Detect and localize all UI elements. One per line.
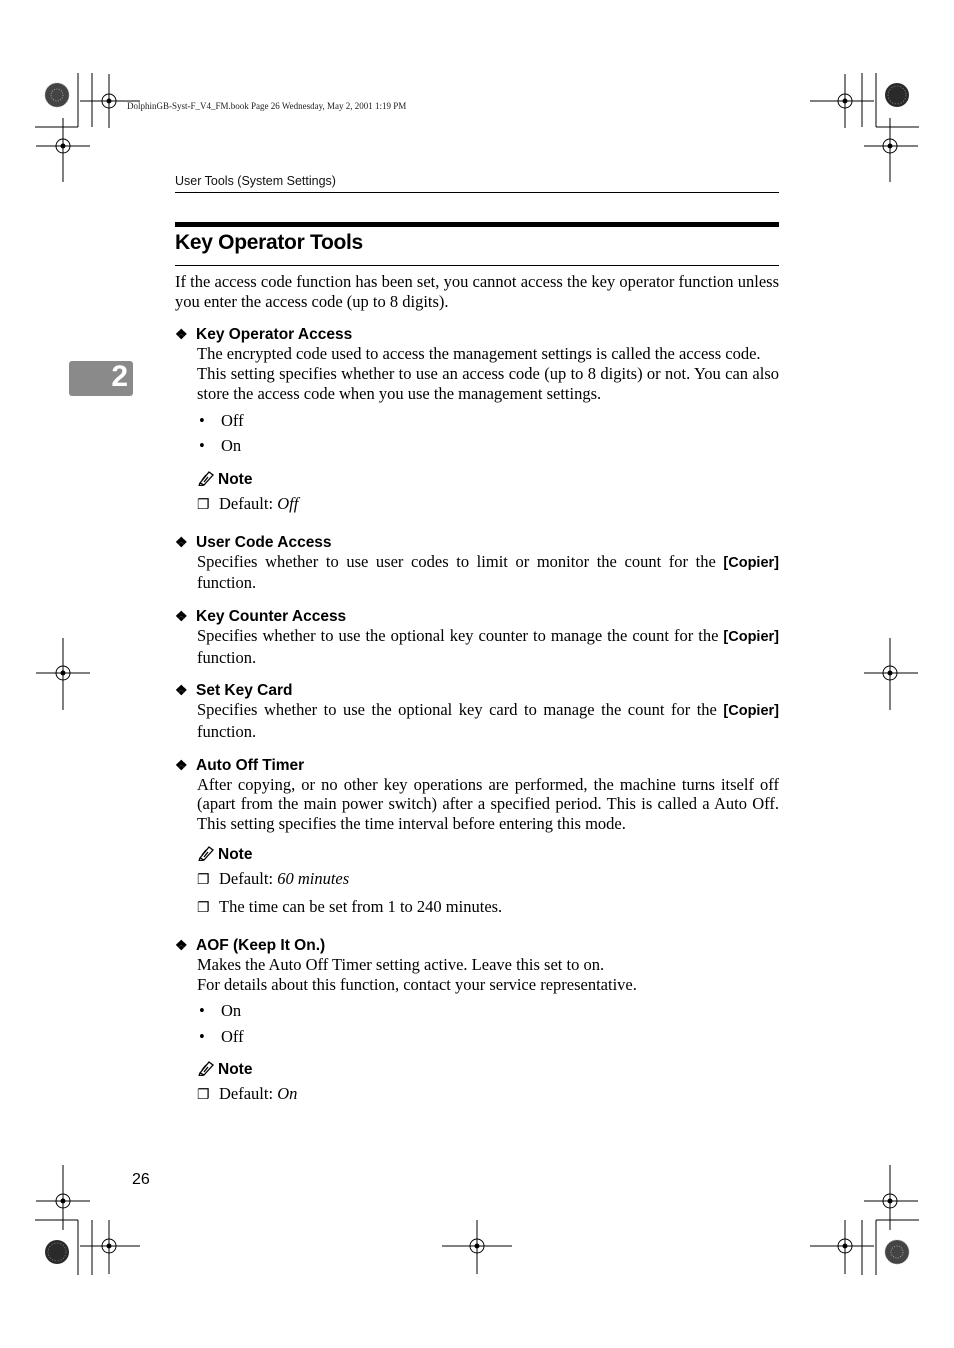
section-heading: ❖ User Code Access bbox=[175, 533, 332, 551]
pencil-note-icon bbox=[197, 470, 215, 486]
header-rule bbox=[175, 192, 779, 193]
section-heading: ❖ Set Key Card bbox=[175, 682, 293, 700]
page-content bbox=[175, 272, 779, 1109]
note-item: ❐ Default: Off bbox=[197, 491, 779, 519]
section-user-code-access bbox=[175, 533, 779, 593]
option-list bbox=[197, 408, 779, 459]
note-block: Note ❐ Default: Off bbox=[197, 469, 779, 519]
diamond-bullet-icon: ❖ bbox=[175, 326, 188, 343]
list-item: • On bbox=[199, 436, 242, 456]
diamond-bullet-icon: ❖ bbox=[175, 756, 188, 773]
chapter-tab bbox=[69, 361, 133, 396]
checkbox-square-icon: ❐ bbox=[197, 872, 210, 888]
page-number: 26 bbox=[132, 1171, 150, 1188]
note-item: ❐ Default: On bbox=[197, 1081, 779, 1109]
title-rule bbox=[175, 265, 779, 266]
section-paragraph: The encrypted code used to access the management settings is called the access code. bbox=[197, 344, 761, 364]
section-heading: ❖ Key Counter Access bbox=[175, 607, 347, 625]
copier-key-label: [Copier] bbox=[723, 628, 780, 645]
checkbox-square-icon: ❐ bbox=[197, 900, 210, 916]
print-slug: DolphinGB-Syst-F_V4_FM.book Page 26 Wednesday, May 2, 2001 1:19 PM bbox=[127, 101, 407, 111]
copier-key-label: [Copier] bbox=[723, 703, 779, 720]
section-paragraph: After copying, or no other key operations are performed, the machine turns itself off (apart from the main power switch) after a specified period. This is called a Auto Off. This setting specifies the time interval before entering this mode. bbox=[197, 774, 779, 834]
running-header: User Tools (System Settings) bbox=[175, 174, 336, 188]
diamond-bullet-icon: ❖ bbox=[175, 936, 188, 953]
section-paragraph: Makes the Auto Off Timer setting active. Leave this set to on. bbox=[197, 954, 605, 974]
intro-paragraph: If the access code function has been set, you cannot access the key operator function unless you enter the access code (up to 8 digits). bbox=[175, 272, 779, 311]
section-key-counter-access bbox=[175, 607, 779, 667]
option-list bbox=[197, 998, 779, 1049]
checkbox-square-icon: ❐ bbox=[197, 497, 210, 513]
note-item: ❐ The time can be set from 1 to 240 minutes. bbox=[197, 894, 779, 922]
section-heading: ❖ AOF (Keep It On.) bbox=[175, 936, 326, 954]
diamond-bullet-icon: ❖ bbox=[175, 533, 188, 550]
list-item: • Off bbox=[199, 1026, 244, 1046]
section-heading: ❖ Auto Off Timer bbox=[175, 756, 305, 774]
note-block: Note ❐ Default: 60 minutes ❐ The time can be set from 1 to 240 minutes. bbox=[197, 844, 779, 922]
list-item: • On bbox=[199, 1001, 242, 1021]
diamond-bullet-icon: ❖ bbox=[175, 682, 188, 699]
list-item: • Off bbox=[199, 410, 244, 430]
title-bar bbox=[175, 222, 779, 227]
pencil-note-icon bbox=[197, 1060, 215, 1076]
section-auto-off-timer bbox=[175, 756, 779, 922]
section-set-key-card bbox=[175, 681, 779, 741]
chapter-number: 2 bbox=[111, 360, 128, 393]
section-paragraph: For details about this function, contact your service representative. bbox=[197, 974, 637, 994]
section-aof bbox=[175, 936, 779, 1109]
section-key-operator-access bbox=[175, 325, 779, 518]
page-title: Key Operator Tools bbox=[175, 231, 363, 254]
section-paragraph: Specifies whether to use the optional key card to manage the count for the [Copier] function. bbox=[197, 700, 779, 742]
checkbox-square-icon: ❐ bbox=[197, 1088, 210, 1104]
section-paragraph: Specifies whether to use user codes to limit or monitor the count for the [Copier] function. bbox=[197, 551, 780, 593]
note-item: ❐ Default: 60 minutes bbox=[197, 866, 779, 894]
diamond-bullet-icon: ❖ bbox=[175, 607, 188, 624]
note-block: Note ❐ Default: On bbox=[197, 1059, 779, 1109]
pencil-note-icon bbox=[197, 845, 215, 861]
section-paragraph: Specifies whether to use the optional key counter to manage the count for the [Copier] function. bbox=[197, 625, 780, 667]
section-heading: ❖ Key Operator Access bbox=[175, 326, 353, 344]
section-paragraph: This setting specifies whether to use an access code (up to 8 digits) or not. You can also store the access code when you use the management settings. bbox=[197, 364, 779, 403]
copier-key-label: [Copier] bbox=[723, 554, 780, 571]
